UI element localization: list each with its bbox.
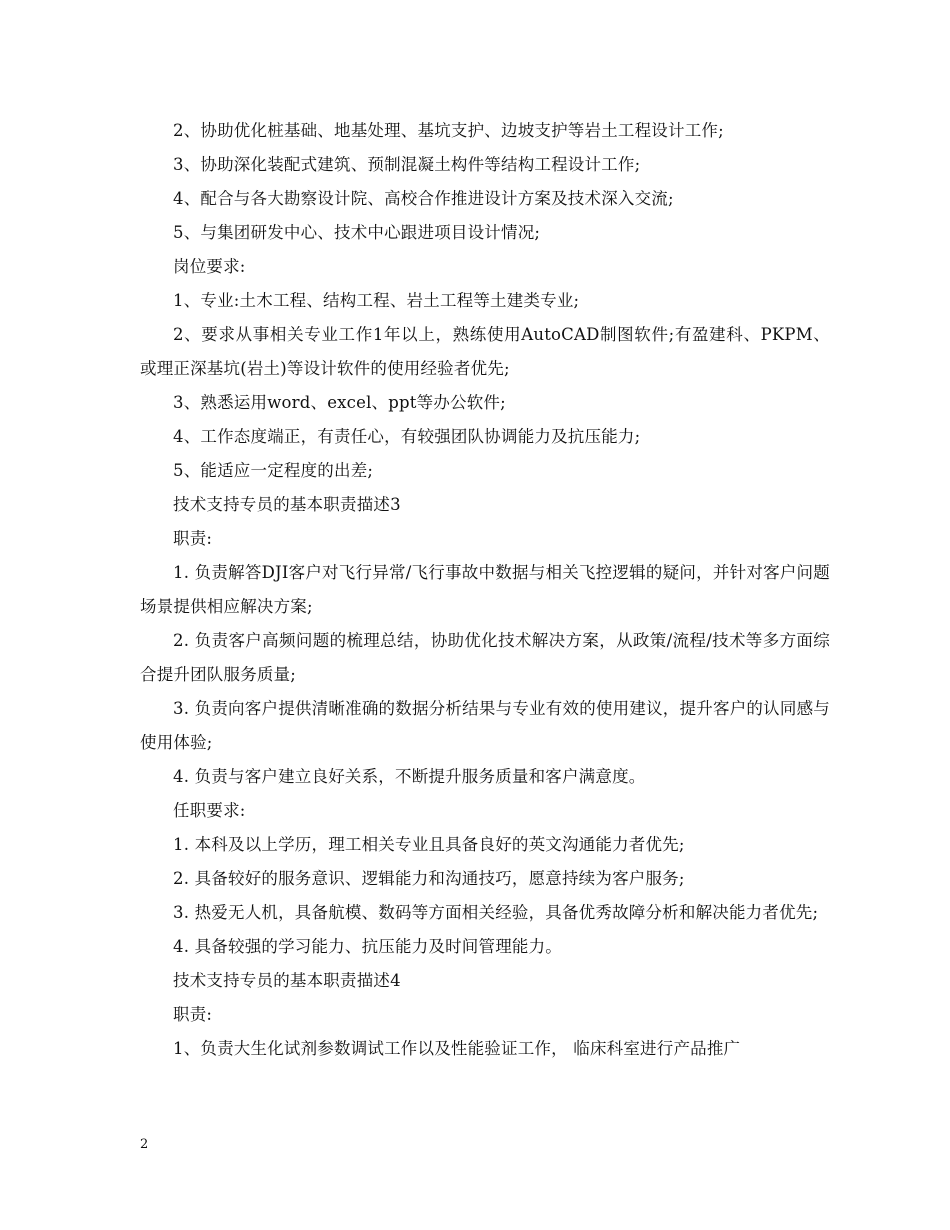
paragraph: 5、能适应一定程度的出差;: [173, 461, 374, 480]
paragraph: 4、配合与各大勘察设计院、高校合作推进设计方案及技术深入交流;: [173, 189, 674, 208]
paragraph: 3. 负责向客户提供清晰准确的数据分析结果与专业有效的使用建议，提升客户的认同感与使用体验;: [140, 699, 830, 752]
paragraph: 1、专业:土木工程、结构工程、岩土工程等土建类专业;: [173, 291, 580, 310]
paragraph: 4、工作态度端正，有责任心，有较强团队协调能力及抗压能力;: [173, 427, 641, 446]
paragraph: 3、协助深化装配式建筑、预制混凝土构件等结构工程设计工作;: [173, 155, 641, 174]
paragraph: 1. 负责解答DJI客户对飞行异常/飞行事故中数据与相关飞控逻辑的疑问，并针对客户问题场景提供相应解决方案;: [140, 563, 830, 616]
paragraph: 1. 本科及以上学历，理工相关专业且具备良好的英文沟通能力者优先;: [173, 835, 685, 854]
section-title: 技术支持专员的基本职责描述3: [173, 495, 401, 514]
paragraph: 4. 负责与客户建立良好关系，不断提升服务质量和客户满意度。: [173, 767, 646, 786]
paragraph: 1、负责大生化试剂参数调试工作以及性能验证工作， 临床科室进行产品推广: [173, 1039, 741, 1058]
section-title: 技术支持专员的基本职责描述4: [173, 971, 401, 990]
paragraph: 2、要求从事相关专业工作1年以上，熟练使用AutoCAD制图软件;有盈建科、PKPM、或理正深基坑(岩土)等设计软件的使用经验者优先;: [140, 325, 830, 378]
paragraph: 3、熟悉运用word、excel、ppt等办公软件;: [173, 393, 506, 412]
page-content: [140, 114, 830, 1066]
paragraph: 4. 具备较强的学习能力、抗压能力及时间管理能力。: [173, 937, 562, 956]
paragraph: 2. 具备较好的服务意识、逻辑能力和沟通技巧，愿意持续为客户服务;: [173, 869, 685, 888]
paragraph: 2. 负责客户高频问题的梳理总结，协助优化技术解决方案，从政策/流程/技术等多方面综合提升团队服务质量;: [140, 631, 830, 684]
section-heading: 任职要求:: [173, 801, 246, 820]
section-heading: 职责:: [173, 529, 213, 548]
paragraph: 2、协助优化桩基础、地基处理、基坑支护、边坡支护等岩土工程设计工作;: [173, 121, 724, 140]
page-number: 2: [140, 1137, 149, 1152]
section-heading: 岗位要求:: [173, 257, 246, 276]
section-heading: 职责:: [173, 1005, 213, 1024]
paragraph: 5、与集团研发中心、技术中心跟进项目设计情况;: [173, 223, 541, 242]
paragraph: 3. 热爱无人机，具备航模、数码等方面相关经验，具备优秀故障分析和解决能力者优先;: [173, 903, 819, 922]
